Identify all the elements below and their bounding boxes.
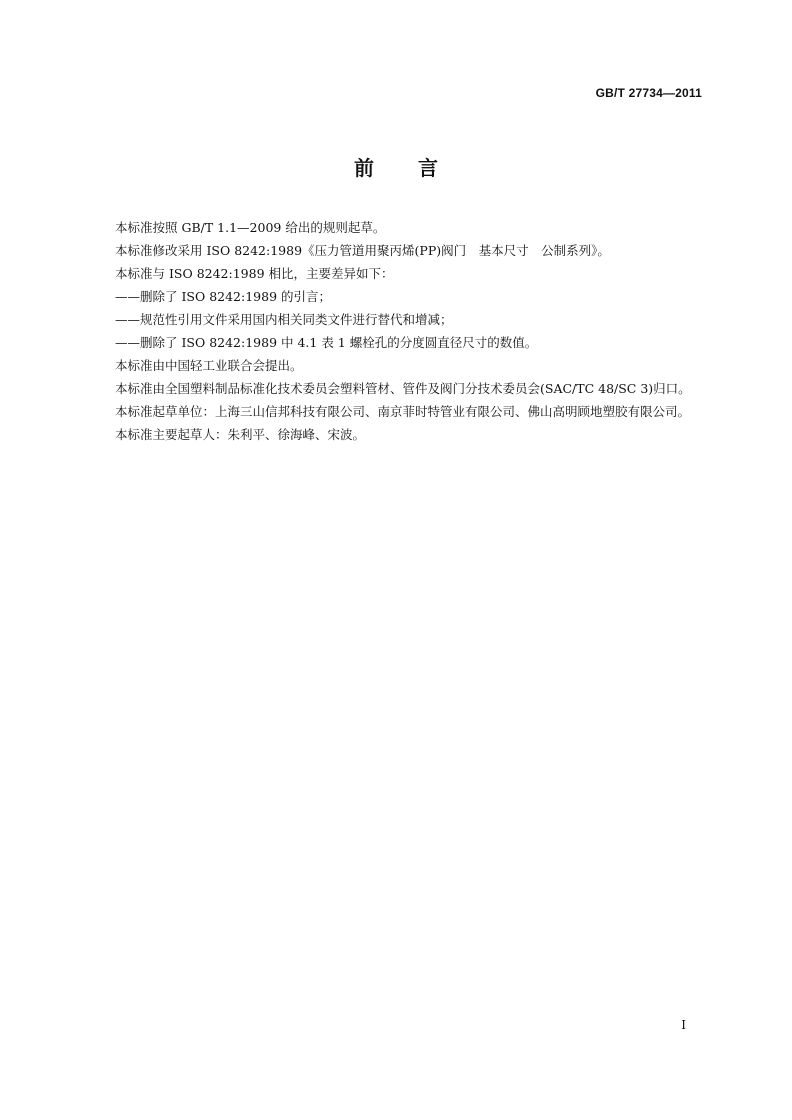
difference-item: ——删除了 ISO 8242:1989 的引言； <box>115 289 332 304</box>
page-number: I <box>681 1018 686 1032</box>
paragraph-drafting-rules: 本标准按照 GB/T 1.1—2009 给出的规则起草。 <box>115 220 386 235</box>
difference-item: ——规范性引用文件采用国内相关同类文件进行替代和增减； <box>115 312 453 327</box>
title-char-1: 前 <box>354 156 374 180</box>
paragraph-drafters: 本标准主要起草人：朱利平、徐海峰、宋波。 <box>115 427 366 442</box>
difference-item: ——删除了 ISO 8242:1989 中 4.1 表 1 螺栓孔的分度圆直径尺寸的数值。 <box>115 335 538 350</box>
foreword-body <box>88 216 704 446</box>
title-char-2: 言 <box>418 156 438 180</box>
paragraph-drafting-units: 本标准起草单位：上海三山信邦科技有限公司、南京菲时特管业有限公司、佛山高明顾地塑胶有限公司。 <box>115 404 691 419</box>
paragraph-adoption: 本标准修改采用 ISO 8242:1989《压力管道用聚丙烯(PP)阀门 基本尺寸 公制系列》。 <box>115 243 610 258</box>
paragraph-differences-intro: 本标准与 ISO 8242:1989 相比，主要差异如下： <box>115 266 394 281</box>
paragraph-committee: 本标准由全国塑料制品标准化技术委员会塑料管材、管件及阀门分技术委员会(SAC/TC 48/SC 3)归口。 <box>115 381 691 396</box>
paragraph-proposer: 本标准由中国轻工业联合会提出。 <box>115 358 303 373</box>
standard-code: GB/T 27734—2011 <box>595 86 702 100</box>
page-title <box>0 152 792 181</box>
